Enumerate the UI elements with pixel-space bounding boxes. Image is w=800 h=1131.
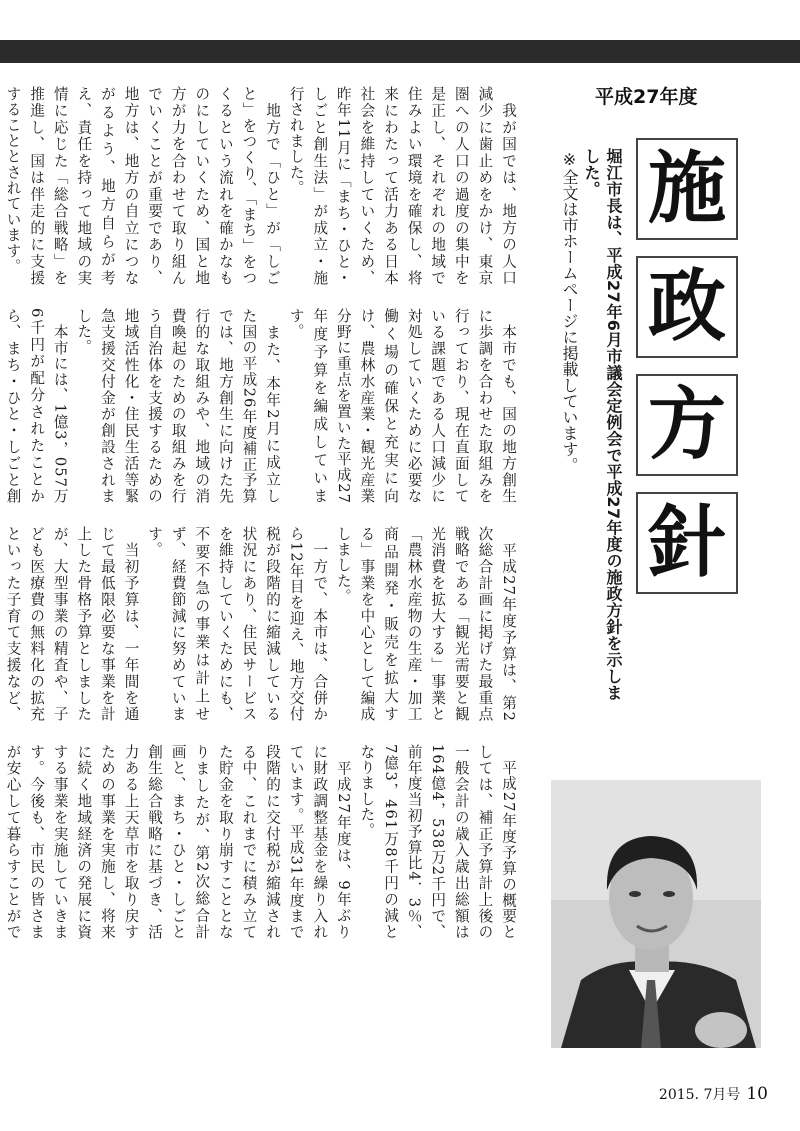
title-char-2: 政 xyxy=(636,256,738,358)
lead-text: 堀江市長は、平成27年6月市議会定例会で平成27年度の施政方針を示しました。 xyxy=(582,148,623,702)
body-block-3: 平成27年度予算は、第2次総合計画に掲げた最重点戦略である「観光需要と観光消費を拡大する」事業と「農林水産物の生産・加工商品開発・販売を拡大する」事業を中心として編成しました。 一方で、本市は、合併から12年目を迎え、地方交付税が段階的に縮減している状況にあり、住民サービスを維持していくためにも、不要不急の事業は計上せず、経費節減に努めています。 当初予算は、一年間を通じて最低限必要な事業を計上した骨格予算としましたが、大型事業の精査や、子ども医療費の無料化の拡充といった子育て支援など、 xyxy=(4,526,517,722)
page-footer xyxy=(659,1084,768,1104)
lead-note: ※全文は市ホームページに掲載しています。 xyxy=(560,150,579,473)
year-heading: 平成27年度 xyxy=(595,86,698,108)
mayor-portrait-icon xyxy=(551,780,761,1048)
body-block-4: 平成27年度予算の概要としては、補正予算計上後の一般会計の歳入歳出総額は164億4，538万2千円で、前年度当初予算比4．3％、7億3，461万8千円の減となりました。 平成27年度は、9年ぶりに財政調整基金を繰り入れています。平成31年度まで段階的に交付税が縮減される中、これまでに積み立てた貯金を取り崩すこととなりましたが、第2次総合計画と、まち・ひと・しごと創生総合戦略に基づき、活力ある上天草市を取り戻すための事業を実施し、将来に続く地域経済の発展に資する事業を実施していきます。今後も、市民の皆さまが安心して暮らすことがで xyxy=(4,744,517,940)
issue-label: 2015. 7月号 xyxy=(658,1087,741,1103)
header-bar xyxy=(0,40,800,63)
article-body xyxy=(4,86,520,956)
body-block-2: 本市でも、国の地方創生に歩調を合わせた取組みを行っており、現在直面している課題である人口減少に対処していくために必要な働く場の確保と充実に向け、農林水産業・観光産業分野に重点を置いた平成27年度予算を編成しています。 また、本年2月に成立した国の平成26年度補正予算では、地方創生に向けた先行的な取組みや、地域の消費喚起のための取組みを行う自治体を支援するための地域活性化・住民生活等緊急支援交付金が創設されました。 本市には、1億3，057万6千円が配分されたことから、まち・ひと・しごと創 xyxy=(4,308,517,504)
page-number: 10 xyxy=(746,1084,768,1104)
title-char-3: 方 xyxy=(636,374,738,476)
title-char-4: 針 xyxy=(636,492,738,594)
title-char-1: 施 xyxy=(636,138,738,240)
mayor-photo xyxy=(551,780,761,1048)
body-block-1: 我が国では、地方の人口減少に歯止めをかけ、東京圏への人口の過度の集中を是正し、それぞれの地域で住みよい環境を確保し、将来にわたって活力ある日本社会を維持していくため、昨年11月に「まち・ひと・しごと創生法」が成立・施行されました。 地方で「ひと」が「しごと」をつくり、「まち」をつくるという流れを確かなものにしていくため、国と地方が力を合わせて取り組んでいくことが重要であり、地方は、地方の自立につながるよう、地方自らが考え、責任を持って地域の実情に応じた「総合戦略」を推進し、国は伴走的に支援することとされています。 xyxy=(4,86,517,286)
